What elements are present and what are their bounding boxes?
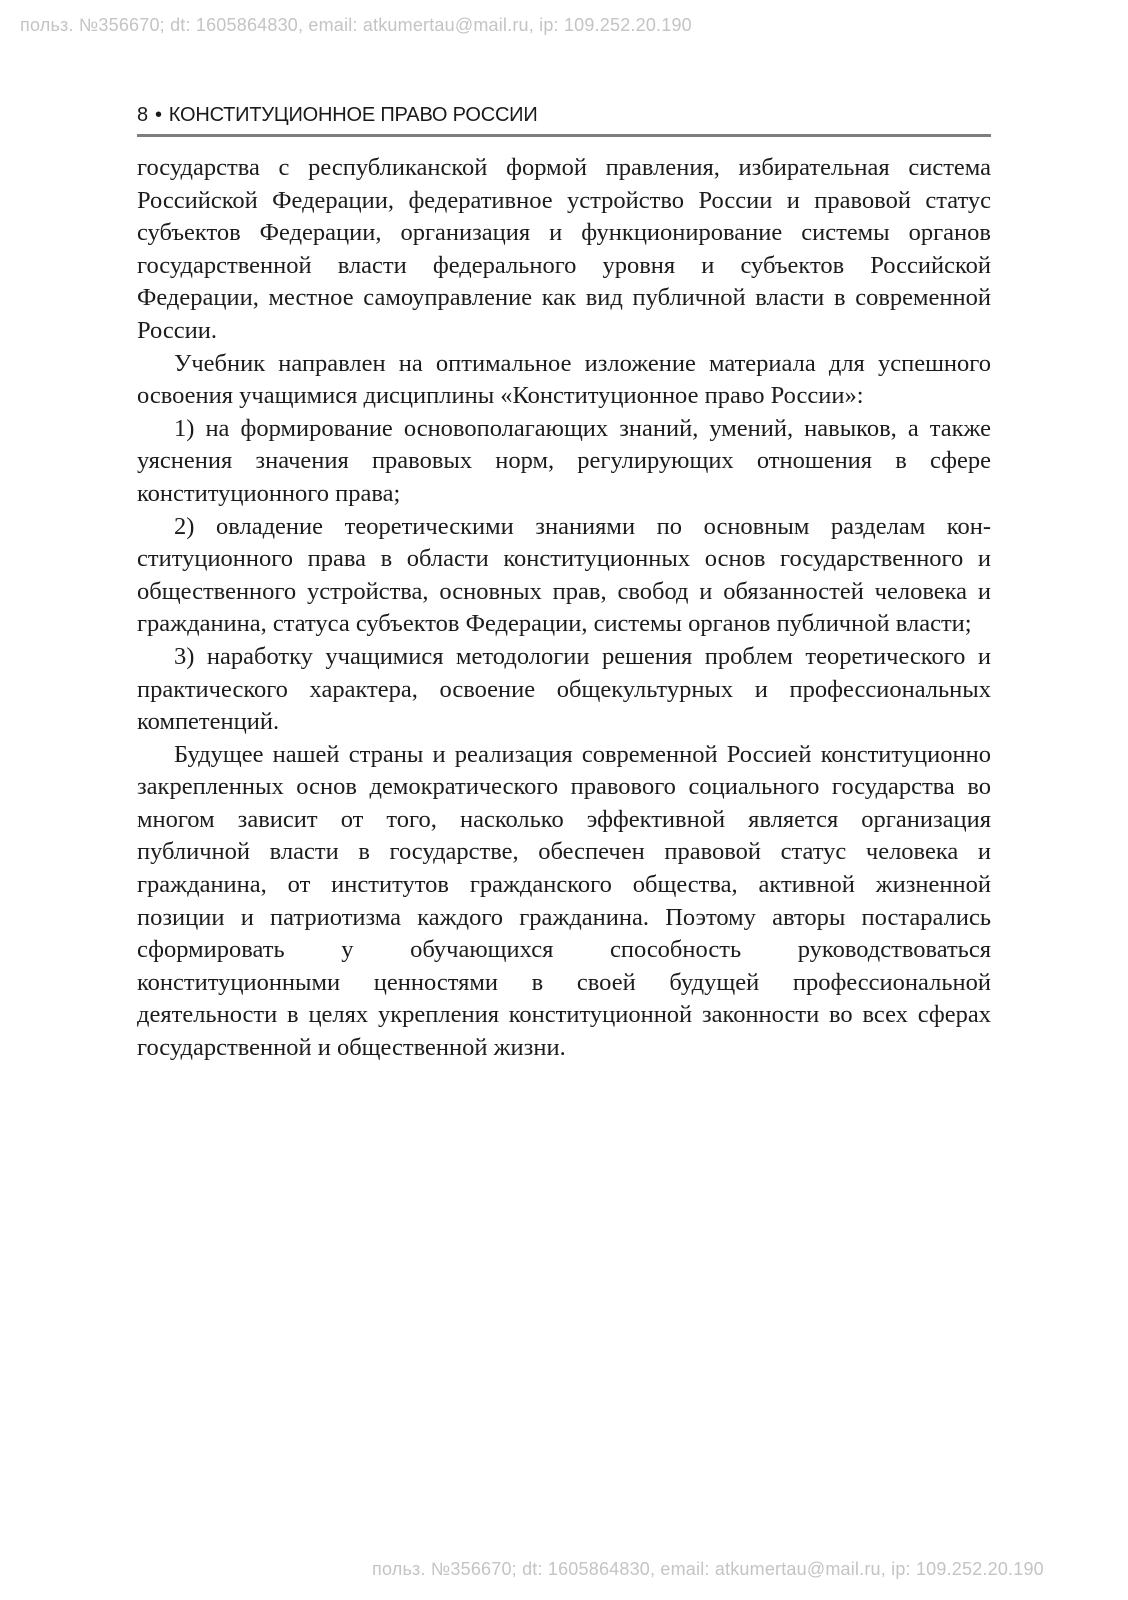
watermark-bottom: польз. №356670; dt: 1605864830, email: atkumertau@mail.ru, ip: 109.252.20.190 (372, 1559, 1044, 1579)
page-number: 8 (137, 104, 148, 126)
book-title: КОНСТИТУЦИОННОЕ ПРАВО РОССИИ (168, 104, 538, 126)
list-item-1: 1) на формирование основополагающих знаний, умений, навыков, а также уяснения значения правовых норм, регулирующих отношения в сфере конституционного права; (137, 414, 991, 507)
list-item-2: 2) овладение теоретическими знаниями по основным разделам конституционного права в области конституционных основ государственного и общественного устройства, основных прав, свобод и обязанностей человека и гражданина, статуса субъектов Федерации, системы органов публичной власти; (137, 512, 991, 638)
paragraph-future: Будущее нашей страны и реализация современной Россией конституционно закрепленных основ демократического правового социального государства во многом зависит от того, насколько эффективной является организация публичной власти в государстве, обеспечен правовой статус человека и гражданина, от институтов гражданского общества, активной жизненной позиции и патриотизма каждого гражданина. Поэтому авторы постарались сформировать у обучающихся способность руководствоваться конституционными ценностями в своей будущей профессиональной деятельности в целях укрепления конституционной законности во всех сферах государственной и общественной жизни. (137, 740, 991, 1062)
list-item-3: 3) наработку учащимися методологии решения проблем теоретического и практического характера, освоение общекультурных и профессиональных компетенций. (137, 642, 991, 736)
bullet-separator: • (154, 104, 162, 126)
paragraph-continuation: государства с республиканской формой правления, избирательная система Российской Федерации, федеративное устройство России и правовой статус субъектов Федерации, организация и функционирование системы органов государственной власти федерального уровня и субъектов Российской Федерации, местное самоуправление как вид публичной власти в современной России. (137, 154, 991, 344)
body-text (137, 152, 991, 1065)
running-head (137, 104, 991, 137)
paragraph-textbook-aim: Учебник направлен на оптимальное изложение материала для успешного освоения учащимися дисциплины «Конституционное право России»: (137, 349, 991, 410)
watermark-top: польз. №356670; dt: 1605864830, email: atkumertau@mail.ru, ip: 109.252.20.190 (20, 15, 692, 35)
